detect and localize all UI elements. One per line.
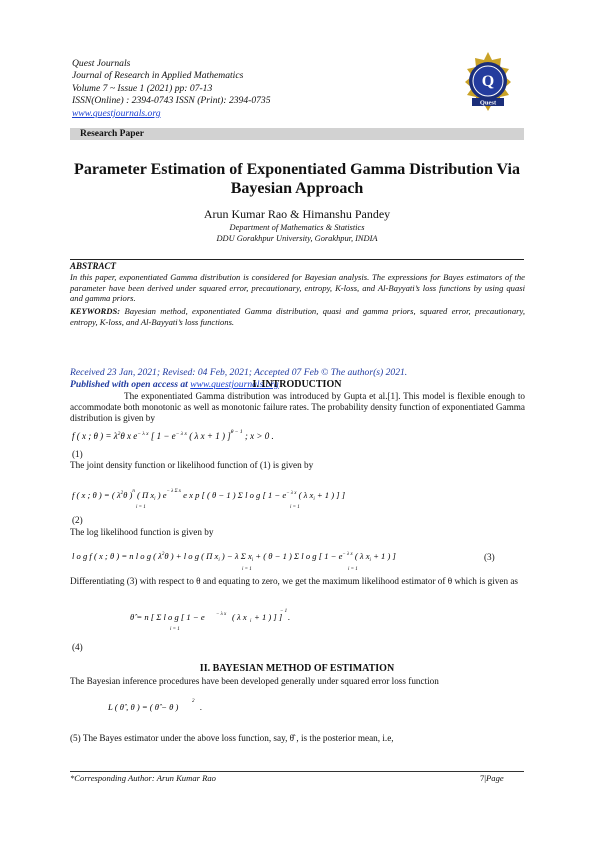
footer-divider: [70, 771, 524, 772]
equation-2-number: (2): [72, 515, 83, 525]
keywords-text: Bayesian method, exponentiated Gamma distribution, quasi and gamma priors, squared error, precautionary, entropy, K-loss, and Al-Bayyati’s loss functions.: [70, 306, 525, 327]
page-number: [480, 773, 504, 783]
intro-paragraph: The exponentiated Gamma distribution was introduced by Gupta et al.[1]. This model is flexible enough to accommodate both monotonic as well as monotonic failure rates. The probability density function of exponentiated Gamma distribution is given by: [70, 391, 525, 423]
svg-text:f ( x ; θ ) = λ2θ x e− λ x [: f ( x ; θ ) = $\lambda^2\theta$ x $e^{- \lambda x}$ [ $1 - e^{- \lambda x}$ ( λ x + 1 ) ]$^{\theta - 1}$ ; x > 0 .: [72, 429, 274, 441]
equation-3-number: (3): [484, 552, 495, 562]
open-access-link[interactable]: www.questjournals.org: [190, 379, 279, 390]
equation-4-number: (4): [72, 642, 83, 652]
svg-text:l o g f ( x ; θ ) = n l o g (: l o g f ( x ; θ ) = n l o g ( $\lambda^2\theta$ ) + l o g ( Π $x_i$ ) − λ Σ $x_i$ + ( θ − 1 ) Σ l o g [ $1 - e^{- \lambda x}$ ( λ $x_i + 1$ ) ]: [72, 551, 396, 563]
open-access-label: Published with open access at: [70, 379, 191, 390]
svg-text:.: .: [288, 612, 291, 622]
log-likelihood-sentence: The log likelihood function is given by: [70, 527, 214, 537]
section-heading-bayesian: II. BAYESIAN METHOD OF ESTIMATION: [199, 663, 395, 674]
svg-text:L ( θ̂ , θ ) = ( θ̂ − θ ): L ( θ̂ , θ ) = ( θ̂ − θ ): [108, 702, 179, 712]
affiliation-dept: Department of Mathematics & Statistics: [229, 223, 365, 232]
logo-text: Quest: [479, 99, 497, 107]
equation-3: [72, 541, 472, 573]
abstract-heading: ABSTRACT: [70, 261, 117, 271]
svg-text:.: .: [200, 702, 203, 712]
equation-5: [108, 692, 228, 720]
journal-url-link[interactable]: www.questjournals.org: [72, 107, 161, 119]
corresponding-author: *Corresponding Author: Arun Kumar Rao: [70, 773, 216, 783]
mle-paragraph: Differentiating (3) with respect to θ and equating to zero, we get the maximum likelihood estimator of θ which is given as: [70, 576, 518, 586]
svg-text:f ( x ; θ ) = ( λ2θ )n ( Π xi: f ( x ; θ ) = ( $\lambda^2\theta$ )$^n$ ( Π $x_i$ ) $e^{- \lambda \Sigma x}$ e x p [ ( θ − 1 ) Σ l o g [ $1 - e^{- \lambda x}$ ( λ $x_i + 1$ ) ] ]: [72, 489, 346, 502]
svg-text:− λ x: − λ x: [216, 612, 227, 617]
journal-name: Quest Journals: [72, 58, 131, 69]
abstract-text: In this paper, exponentiated Gamma distribution is considered for Bayesian analysis. The expressions for Bayes estimators of the parameter have been derived under squared error, precautionary, entropy, K-loss, and Al-Bayyati’s loss functions by using quasi and gamma priors.: [70, 272, 525, 304]
dates-line: Received 23 Jan, 2021; Revised: 04 Feb, 2021; Accepted 07 Feb © The author(s) 2021.: [70, 367, 408, 378]
logo-letter: Q: [481, 73, 495, 90]
research-paper-banner: [70, 128, 524, 140]
abstract-divider: [70, 259, 524, 260]
equation-1: [72, 424, 372, 446]
svg-text:i = 1: i = 1: [348, 567, 358, 572]
svg-text:+ 1 ) ] ]: + 1 ) ] ]: [254, 612, 283, 622]
svg-text:i: i: [250, 619, 252, 624]
equation-1-number: (1): [72, 449, 83, 459]
quest-logo: [456, 50, 520, 112]
affiliation: [70, 222, 524, 244]
svg-text:2: 2: [192, 699, 195, 704]
journal-full-name: Journal of Research in Applied Mathematics: [72, 70, 244, 82]
svg-text:− 1: − 1: [280, 609, 288, 614]
quest-logo-icon: [456, 50, 520, 112]
paper-title: Parameter Estimation of Exponentiated Gamma Distribution Via Bayesian Approach: [74, 161, 520, 197]
svg-text:i = 1: i = 1: [290, 505, 300, 510]
keywords-label: KEYWORDS:: [70, 306, 121, 316]
keywords: [70, 306, 525, 327]
journal-header: [72, 58, 271, 120]
banner-label: Research Paper: [80, 129, 144, 139]
equation-4: [130, 598, 330, 634]
equation-2: [72, 476, 432, 512]
svg-text:i = 1: i = 1: [170, 627, 180, 632]
section-heading-introduction: I. INTRODUCTION: [252, 379, 342, 390]
svg-text:i = 1: i = 1: [136, 505, 146, 510]
svg-text:θ̂ = n [ Σ l o g [ 1 − e: θ̂ = n [ Σ l o g [ 1 − e: [130, 612, 205, 622]
journal-volume: Volume 7 ~ Issue 1 (2021) pp: 07-13: [72, 82, 213, 94]
bayesian-paragraph: The Bayesian inference procedures have been developed generally under squared error loss function: [70, 676, 439, 686]
page-number-value: 7|: [480, 773, 487, 783]
bayes-estimator-sentence: (5) The Bayes estimator under the above loss function, say, θ̂ , is the posterior mean, i.e,: [70, 733, 394, 743]
likelihood-sentence: The joint density function or likelihood function of (1) is given by: [70, 460, 314, 470]
svg-text:i = 1: i = 1: [242, 567, 252, 572]
journal-issn: ISSN(Online) : 2394-0743 ISSN (Print): 2394-0735: [72, 95, 271, 107]
svg-text:( λ x: ( λ x: [232, 612, 247, 622]
affiliation-univ: DDU Gorakhpur University, Gorakhpur, INDIA: [216, 234, 378, 243]
page-label: Page: [486, 773, 504, 783]
paper-authors: Arun Kumar Rao & Himanshu Pandey: [203, 207, 391, 221]
